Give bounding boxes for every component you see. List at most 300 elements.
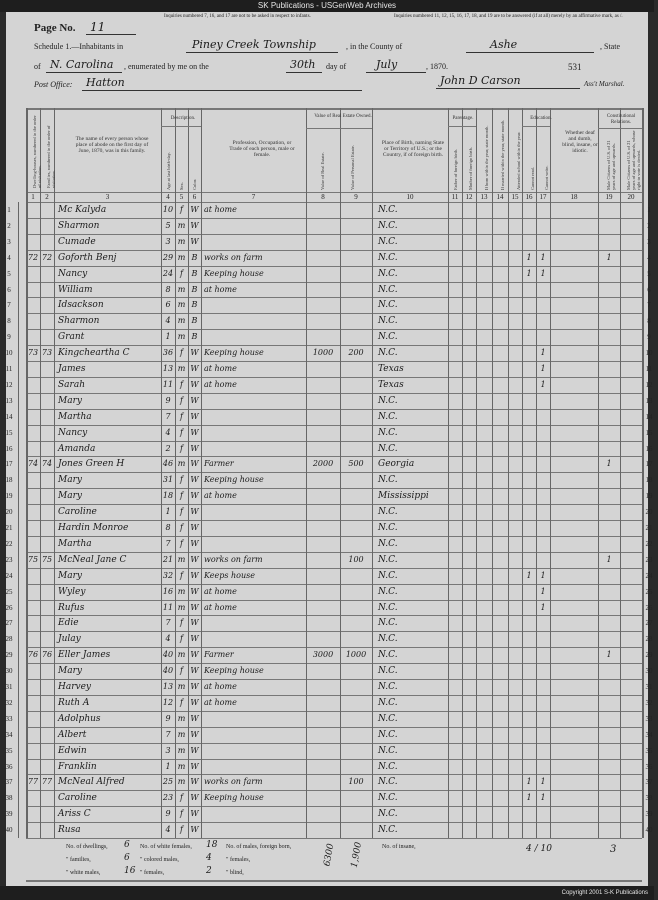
line-number: 34 [5,730,13,739]
line-number: 28 [645,635,653,644]
real-estate-value: 1000 [312,348,334,358]
occupation: at home [204,379,237,389]
township: Piney Creek Township [192,38,316,51]
line-number: 5 [647,269,651,278]
summary-white-females: 18 [206,840,218,850]
age: 40 [162,666,174,676]
line-number: 19 [645,492,653,501]
cannot-read-mark: 1 [526,252,532,262]
line-number: 21 [5,524,13,532]
col-head-sex: Sex. [179,182,184,190]
color: W [190,666,199,676]
sex: f [180,443,183,453]
line-number: 3 [647,237,651,246]
age: 1 [165,507,171,517]
color: W [190,395,199,405]
line-number: 16 [5,444,13,453]
col-head-vote-denied: Male Citizens of U.S. of 21 years of age and upwards, whose right to vote is denied. [626,130,641,190]
col-head-family: Families, numbered in the order of visitation. [46,125,56,188]
column-number: 4 [166,193,170,201]
color: W [190,491,199,501]
cannot-write-mark: 1 [540,793,546,803]
col-head-father-foreign: Father of foreign birth. [453,148,458,190]
person-name: Mc Kalyda [58,205,107,215]
age: 36 [162,348,174,358]
age: 46 [162,459,174,469]
dwelling-number: 76 [27,650,39,660]
line-number: 22 [645,539,653,548]
line-number: 31 [645,683,653,691]
col-head-born-month: If born within the year, state month. [484,125,489,190]
sex: f [180,634,183,644]
color: W [190,411,199,421]
person-name: Sarah [58,379,85,390]
summary-white-males: 16 [124,866,136,876]
sex: m [177,220,186,230]
person-name: Albert [58,729,87,740]
summary-families: 6 [124,853,130,863]
line-number: 8 [7,317,11,326]
sex: f [180,507,183,517]
column-number: 18 [570,193,578,201]
col-head-parentage: Parentage. [452,116,474,121]
summary-dwellings: 6 [124,840,130,850]
day-of-label: day of [326,62,347,71]
person-name: Mary [58,475,82,486]
age: 40 [162,650,174,660]
person-name: William [58,284,93,295]
birthplace: N.C. [378,729,398,740]
color: W [190,729,199,739]
footer-bar [0,886,654,900]
cannot-read-mark: 1 [526,268,532,278]
birthplace: N.C. [378,570,398,581]
age: 4 [165,316,171,326]
line-number: 11 [645,365,653,373]
person-name: Mary [58,395,82,406]
color: W [190,475,199,485]
person-name: Nancy [58,268,88,279]
cannot-write-mark: 1 [540,777,546,787]
sex: m [177,459,186,469]
county-label: , in the County of [346,42,403,51]
sex: m [177,332,186,342]
line-number: 36 [645,762,653,771]
personal-estate-value: 500 [348,459,364,469]
line-number: 5 [7,269,11,278]
occupation: works on farm [204,554,263,564]
line-number: 9 [7,333,11,342]
schedule-label: Schedule 1.—Inhabitants in [34,42,124,51]
archive-banner: SK Publications - USGenWeb Archives [0,0,654,12]
sex: m [177,761,186,771]
person-name: Eller James [58,650,111,661]
occupation: at home [204,682,237,691]
post-office-label: Post Office: [34,80,73,89]
column-number: 6 [192,193,197,201]
sex: f [180,475,183,485]
person-name: McNeal Jane C [58,554,127,565]
sex: f [180,697,183,707]
page-stamp: 531 [568,62,582,72]
sex: m [177,713,186,723]
sex: m [177,602,186,612]
color: W [190,618,199,628]
line-number: 30 [5,667,13,676]
column-number: 3 [105,193,110,201]
occupation: Farmer [204,650,234,660]
birthplace: N.C. [378,538,398,549]
line-number: 36 [5,762,13,771]
personal-estate-value: 100 [348,554,364,564]
sex: f [180,809,183,819]
summary-white-males-label: " white males, [66,870,101,876]
sex: m [177,554,186,564]
color: B [191,316,198,326]
state: N. Carolina [50,58,114,71]
col-head-real-estate: Value of Real Estate. [320,152,325,190]
occupation: Keeping house [204,348,264,358]
birthplace: Mississippi [378,491,429,502]
age: 1 [165,332,171,342]
marshal-title: Ass't Marshal. [584,80,625,88]
person-name: Sharmon [58,316,100,327]
col-head-cannot-write: Cannot write. [544,165,549,190]
of-label: of [34,62,41,71]
total-citizens: 3 [610,844,617,855]
color: W [190,427,199,437]
note-left: Inquiries numbered 7, 16, and 17 are not to be asked in respect to infants. [164,14,311,19]
sex: f [180,538,183,548]
col-head-description: Description. [170,116,196,121]
column-number: 9 [354,193,358,201]
post-office: Hatton [86,76,125,89]
color: W [190,809,199,819]
color: W [190,459,199,469]
dwelling-number: 73 [27,348,39,358]
summary-white-females-label: No. of white females, [140,844,192,850]
census-page [5,12,653,886]
birthplace: N.C. [378,634,398,645]
page-number: 11 [90,20,106,34]
age: 13 [162,364,174,373]
occupation: at home [204,284,237,294]
birthplace: N.C. [378,348,398,359]
family-number: 77 [41,777,53,787]
sex: m [177,364,186,373]
cannot-write-mark: 1 [540,252,546,262]
birthplace: N.C. [378,332,398,343]
cannot-write-mark: 1 [540,586,546,596]
color: W [190,364,199,373]
column-number: 1 [31,193,35,201]
occupation: at home [204,602,237,612]
col-head-personal-estate: Value of Personal Estate. [350,145,355,190]
col-head-mother-foreign: Mother of foreign birth. [468,147,473,190]
age: 8 [165,523,171,532]
birthplace: N.C. [378,697,398,708]
sex: m [177,682,186,691]
occupation: Keeping house [204,666,264,676]
birthplace: N.C. [378,427,398,438]
line-number: 34 [645,730,653,739]
birthplace: N.C. [378,316,398,327]
column-number: 5 [179,193,184,201]
age: 13 [162,682,174,691]
col-head-color: Color. [192,178,197,190]
column-number: 19 [605,193,613,201]
age: 21 [162,554,174,564]
line-number: 25 [5,587,13,596]
line-number: 15 [645,428,653,437]
birthplace: N.C. [378,825,398,836]
column-number: 7 [251,193,256,201]
enum-month: July [376,58,398,71]
occupation: works on farm [204,252,263,262]
color: W [190,634,199,644]
age: 9 [165,809,171,819]
color: W [190,586,199,596]
sex: f [180,268,183,278]
line-number: 18 [5,476,13,485]
line-number: 9 [647,333,651,342]
occupation: at home [204,491,237,501]
line-number: 11 [5,365,13,373]
person-name: Mary [58,491,82,502]
color: W [190,507,199,517]
sex: f [180,205,183,214]
line-number: 26 [645,603,653,612]
color: W [190,713,199,723]
sex: m [177,236,186,246]
color: B [191,268,198,278]
line-number: 10 [645,349,653,358]
person-name: Martha [58,538,92,549]
line-number: 38 [645,794,653,803]
line-number: 4 [647,253,651,262]
column-number: 11 [451,193,459,201]
person-name: McNeal Alfred [58,777,125,788]
age: 3 [165,236,171,246]
sex: f [180,348,183,358]
color: W [190,554,199,564]
birthplace: N.C. [378,236,398,247]
line-number: 14 [645,412,653,421]
line-number: 27 [645,619,653,628]
cannot-write-mark: 1 [540,348,546,358]
summary-families-label: " families, [66,857,91,863]
sex: f [180,491,183,501]
line-number: 2 [7,221,11,230]
line-number: 15 [5,428,13,437]
person-name: Martha [58,411,92,422]
family-number: 73 [41,348,53,358]
sex: m [177,284,186,294]
summary-colored-males-label: " colored males, [140,857,179,863]
summary-colored-females-label: " females, [140,870,165,876]
column-number: 14 [496,193,504,201]
line-number: 32 [645,698,653,707]
col-head-school: Attended school within the year. [516,131,521,190]
col-head-name: The name of every person whose place of abode on the first day of June, 1870, was in this family. [75,136,149,154]
line-number: 27 [5,619,13,628]
marshal-signature: John D Carson [440,74,521,87]
column-number: 2 [45,193,49,201]
color: B [191,284,198,294]
person-name: Wyley [58,586,86,597]
age: 7 [165,729,171,739]
line-number: 1 [647,206,651,214]
enum-day: 30th [290,58,316,71]
total-education: 4 / 10 [526,844,552,854]
state-label: , State [600,42,620,51]
person-name: Edwin [58,745,87,756]
age: 23 [162,793,174,803]
dwelling-number: 77 [27,777,39,787]
occupation: Keeps house [204,570,255,580]
cannot-write-mark: 1 [540,602,546,612]
line-number: 40 [645,826,653,835]
birthplace: N.C. [378,507,398,518]
col-head-cannot-read: Cannot read. [530,167,535,190]
occupation: at home [204,364,237,373]
line-number: 7 [647,301,651,310]
color: W [190,443,199,453]
family-number: 75 [41,554,53,564]
age: 11 [162,379,174,389]
age: 12 [162,697,174,707]
total-real-estate: 6300 [322,842,337,868]
birthplace: N.C. [378,475,398,486]
color: B [191,252,198,262]
birthplace: N.C. [378,284,398,295]
sex: f [180,523,183,532]
sex: f [180,793,183,803]
birthplace: N.C. [378,220,398,231]
line-number: 20 [645,508,653,517]
family-number: 76 [41,650,53,660]
personal-estate-value: 100 [348,777,364,787]
dwelling-number: 74 [27,459,39,469]
person-name: Amanda [58,443,96,454]
summary-foreign-males-label: No. of males, foreign born, [226,844,292,850]
color: W [190,777,199,787]
column-number: 8 [321,193,325,201]
sex: m [177,586,186,596]
cannot-write-mark: 1 [540,364,546,373]
summary-insane-label: No. of insane, [382,844,416,850]
line-number: 6 [7,285,11,294]
line-number: 2 [647,221,651,230]
sex: f [180,427,183,437]
person-name: Julay [58,634,81,645]
age: 3 [165,745,171,755]
birthplace: N.C. [378,300,398,311]
enum-year: , 1870. [426,62,448,71]
col-head-dwelling: Dwelling-houses, numbered in the order of visitation. [32,115,42,188]
sex: f [180,618,183,628]
page-label: Page No. [34,22,76,34]
birthplace: N.C. [378,618,398,629]
line-number: 13 [5,396,13,405]
line-number: 4 [7,253,11,262]
column-number: 15 [511,193,519,201]
person-name: Cumade [58,236,96,247]
color: W [190,650,199,660]
age: 7 [165,538,171,548]
line-number: 23 [5,555,13,564]
birthplace: N.C. [378,411,398,422]
column-number: 16 [525,193,533,201]
color: W [190,825,199,835]
line-number: 32 [5,698,13,707]
enumerated-label: , enumerated by me on the [124,62,209,71]
col-head-citizens: Male Citizens of U.S. of 21 years of age and upwards. [606,140,616,190]
line-number: 8 [647,317,651,326]
line-number: 22 [5,539,13,548]
line-number: 33 [645,714,653,723]
real-estate-value: 2000 [312,459,334,469]
family-number: 74 [41,459,53,469]
column-number: 12 [465,193,473,201]
line-number: 40 [5,826,13,835]
sex: m [177,316,186,326]
birthplace: N.C. [378,523,398,533]
col-head-married-month: If married within the year, state month. [500,119,505,190]
person-name: Jones Green H [58,459,125,470]
line-number: 14 [5,412,13,421]
summary-foreign-females-label: " females, [226,857,251,863]
birthplace: N.C. [378,268,398,279]
sex: m [177,777,186,787]
birthplace: N.C. [378,602,398,613]
sex: f [180,411,183,421]
age: 16 [162,586,174,596]
sex: m [177,650,186,660]
col-head-education: Education. [530,116,552,121]
person-name: Hardin Monroe [58,523,129,533]
person-name: Rufus [58,602,85,613]
person-name: Caroline [58,793,97,804]
line-number: 28 [5,635,13,644]
birthplace: N.C. [378,713,398,724]
line-number: 6 [647,285,651,294]
person-name: Ruth A [58,697,90,708]
birthplace: N.C. [378,443,398,454]
age: 7 [165,618,171,628]
age: 4 [165,427,171,437]
birthplace: N.C. [378,205,398,215]
age: 7 [165,411,171,421]
person-name: Edie [58,618,79,629]
sex: f [180,825,183,835]
color: W [190,236,199,246]
occupation: at home [204,586,237,596]
color: W [190,379,199,389]
line-number: 7 [7,301,11,310]
line-number: 21 [645,524,653,532]
line-number: 33 [5,714,13,723]
color: B [191,332,198,342]
age: 10 [162,205,174,214]
age: 9 [165,713,171,723]
dwelling-number: 72 [27,252,39,262]
birthplace: Georgia [378,459,415,470]
birthplace: N.C. [378,554,398,565]
age: 4 [165,634,171,644]
cannot-write-mark: 1 [540,570,546,580]
line-number: 1 [7,206,11,214]
